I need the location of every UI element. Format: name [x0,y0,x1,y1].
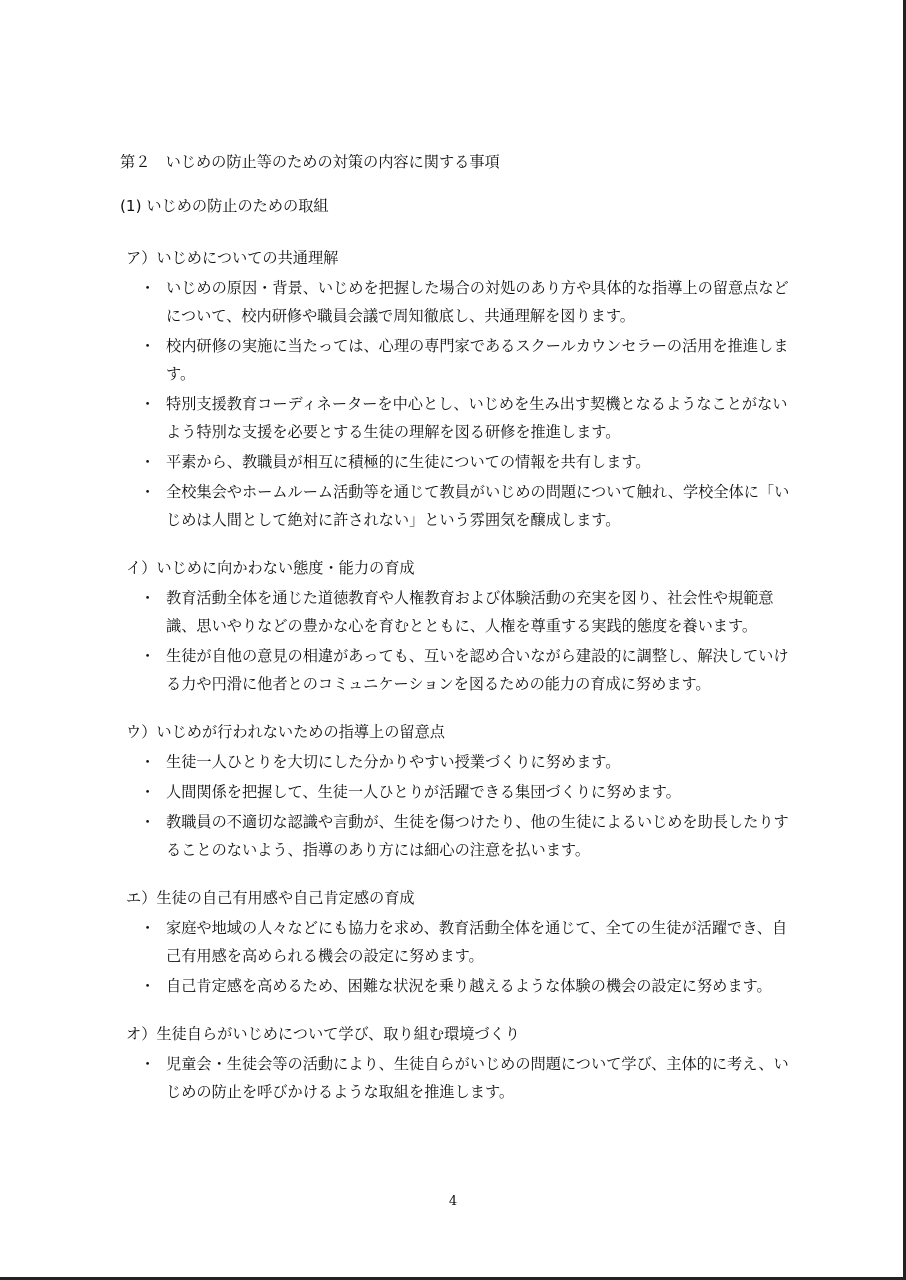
list-item [120,1050,790,1106]
list-item-text: 全校集会やホームルーム活動等を通じて教員がいじめの問題について触れ、学校全体に「いじめは人間として絶対に許されない」という雰囲気を醸成します。 [166,483,790,529]
list-item [120,808,790,864]
list-item-text: 教職員の不適切な認識や言動が、生徒を傷つけたり、他の生徒によるいじめを助長したりすることのないよう、指導のあり方には細心の注意を払います。 [166,813,789,859]
list-item-text: 特別支援教育コーディネーターを中心とし、いじめを生み出す契機となるようなことがないよう特別な支援を必要とする生徒の理解を図る研修を推進します。 [166,395,788,441]
list-item [120,448,790,476]
section-i [120,554,790,698]
list-item [120,748,790,776]
list-item-text: 平素から、教職員が相互に積極的に生徒についての情報を共有します。 [166,453,651,471]
bullet-mark: ・ [140,395,156,413]
list-item-text: 生徒一人ひとりを大切にした分かりやすい授業づくりに努めます。 [166,753,621,771]
list-item-text: 児童会・生徒会等の活動により、生徒自らがいじめの問題について学び、主体的に考え、いじめの防止を呼びかけるような取組を推進します。 [166,1055,789,1101]
bullet-mark: ・ [140,783,156,801]
bullet-mark: ・ [140,589,156,607]
bullet-mark: ・ [140,753,156,771]
list-item [120,390,790,446]
list-item-text: 家庭や地域の人々などにも協力を求め、教育活動全体を通じて、全ての生徒が活躍でき、自己有用感を高められる機会の設定に努めます。 [166,919,788,965]
section-title: ア）いじめについての共通理解 [126,249,339,267]
list-item [120,332,790,388]
list-item [120,478,790,534]
subsection-title: (1) いじめの防止のための取組 [120,197,329,215]
list-item [120,584,790,640]
bullet-mark: ・ [140,337,156,355]
section-title: イ）いじめに向かわない態度・能力の育成 [126,559,415,577]
section-title: ウ）いじめが行われないための指導上の留意点 [126,723,445,741]
bullet-mark: ・ [140,279,156,297]
document-body [120,148,790,1126]
bullet-mark: ・ [140,1055,156,1073]
bullet-mark: ・ [140,919,156,937]
list-item [120,642,790,698]
list-item-text: 自己肯定感を高めるため、困難な状況を乗り越えるような体験の機会の設定に努めます。 [166,977,772,995]
list-item-text: 教育活動全体を通じた道徳教育や人権教育および体験活動の充実を図り、社会性や規範意識、思いやりなどの豊かな心を育むとともに、人権を尊重する実践的態度を養います。 [166,589,774,635]
section-u [120,718,790,864]
section-title: オ）生徒自らがいじめについて学び、取り組む環境づくり [126,1025,520,1043]
bullet-mark: ・ [140,813,156,831]
list-item [120,274,790,330]
list-item [120,778,790,806]
chapter-title: 第２ いじめの防止等のための対策の内容に関する事項 [120,153,500,171]
bullet-mark: ・ [140,647,156,665]
bullet-mark: ・ [140,483,156,501]
bullet-mark: ・ [140,977,156,995]
bullet-mark: ・ [140,453,156,471]
list-item [120,972,790,1000]
page-number: 4 [448,1194,458,1209]
list-item-text: 人間関係を把握して、生徒一人ひとりが活躍できる集団づくりに努めます。 [166,783,681,801]
section-e [120,884,790,1000]
section-title: エ）生徒の自己有用感や自己肯定感の育成 [126,889,415,907]
list-item-text: 校内研修の実施に当たっては、心理の専門家であるスクールカウンセラーの活用を推進します。 [166,337,789,383]
section-a [120,244,790,534]
list-item [120,914,790,970]
list-item-text: いじめの原因・背景、いじめを把握した場合の対処のあり方や具体的な指導上の留意点などについて、校内研修や職員会議で周知徹底し、共通理解を図ります。 [166,279,789,325]
section-o [120,1020,790,1106]
list-item-text: 生徒が自他の意見の相違があっても、互いを認め合いながら建設的に調整し、解決していける力や円滑に他者とのコミュニケーションを図るための能力の育成に努めます。 [166,647,789,693]
